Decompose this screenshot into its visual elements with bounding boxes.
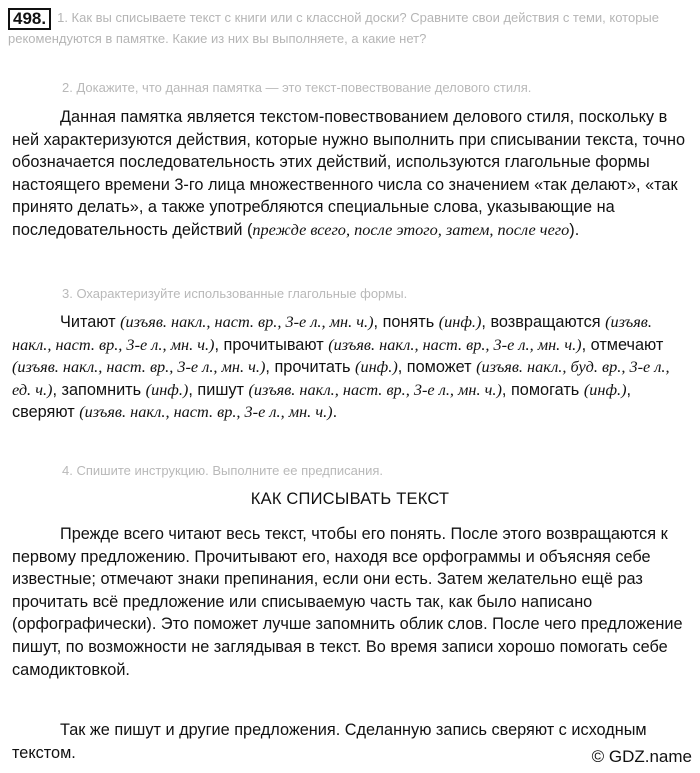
verb-forms-list — [12, 313, 670, 421]
instruction-paragraph-2-text: Так же пишут и другие предложения. Сделанную запись сверяют с исходным текстом. — [12, 721, 647, 762]
instruction-title: КАК СПИСЫВАТЬ ТЕКСТ — [250, 490, 450, 508]
task-question-2: 2. Докажите, что данная памятка — это текст-повествование делового стиля. — [62, 80, 532, 95]
verb-form-note: (изъяв. накл., наст. вр., 3-е л., мн. ч.) — [328, 334, 582, 354]
verb-form: Читают — [60, 313, 121, 331]
verb-form-note: (изъяв. накл., буд. вр., 3-е л., ед. ч.) — [12, 357, 670, 399]
verb-form: , понять — [373, 313, 439, 331]
task-question-1 — [8, 8, 686, 47]
verb-form-note: (инф.) — [145, 379, 189, 399]
verb-form: , отмечают — [581, 335, 664, 354]
task-question-3: 3. Охарактеризуйте использованные глагольные формы. — [62, 286, 408, 301]
verb-form-note: (изъяв. накл., наст. вр., 3-е л., мн. ч.) — [120, 312, 374, 331]
task-question-1-text: 1. Как вы списываете текст с книги или с классной доски? Сравните свои действия с теми, которые рекомендуются в памятке. Какие из них вы выполняете, а какие нет? — [8, 10, 660, 46]
task-question-4: 4. Спишите инструкцию. Выполните ее предписания. — [62, 463, 384, 478]
verb-form: , поможет — [397, 358, 477, 377]
verb-form: , прочитать — [265, 358, 356, 377]
verb-form: , прочитывают — [214, 335, 329, 354]
task-number: 498. — [8, 8, 51, 30]
instruction-paragraph-2 — [12, 719, 692, 764]
verb-form: , помогать — [501, 380, 584, 399]
verb-form-note: (изъяв. накл., наст. вр., 3-е л., мн. ч.) — [12, 312, 652, 354]
verb-form: , пишут — [188, 380, 249, 399]
verb-form-note: (изъяв. накл., наст. вр., 3-е л., мн. ч.) — [248, 379, 502, 399]
watermark: © GDZ.name — [591, 747, 692, 766]
verb-form-note: (инф.) — [355, 357, 398, 377]
verb-form-note: (изъяв. накл., наст. вр., 3-е л., мн. ч.) — [12, 357, 266, 377]
verb-form: , возвращаются — [481, 313, 606, 331]
answer-2-examples: прежде всего, после этого, затем, после чего — [252, 219, 570, 239]
verb-form-note: (инф.) — [438, 312, 482, 331]
answer-paragraph-2 — [12, 106, 692, 242]
answer-2-end: ). — [569, 220, 580, 239]
verb-form-note: (инф.) — [583, 379, 627, 399]
verb-form: , запомнить — [52, 380, 146, 399]
instruction-paragraph-1-text: Прежде всего читают весь текст, чтобы его понять. После этого возвращаются к первому предложению. Прочитывают его, находя все орфограммы и объясняя себе известные; отмечают знаки препинания, если они есть. Затем желательно ещё раз прочитать всё предложение или списываемую часть так, как было написано (орфографически). Это поможет лучше запомнить облик слов. После чего предложение пишут, по возможности не заглядывая в текст. Во время записи хорошо помогать себе самодиктовкой. — [12, 525, 683, 679]
verb-form-note: (изъяв. накл., наст. вр., 3-е л., мн. ч.) — [79, 402, 333, 422]
instruction-paragraph-1 — [12, 523, 692, 681]
answer-paragraph-3 — [12, 311, 692, 424]
answer-2-text: Данная памятка является текстом-повествованием делового стиля, поскольку в ней характеризуются действия, которые нужно выполнить при списывании текста, точно обозначается последовательность этих действий, используются глагольные формы настоящего времени 3-го лица множественного числа со значением «так делают», «так принято делать», а также употребляются специальные слова, указывающие на последовательность действий ( — [12, 108, 686, 239]
verb-form: , сверяют — [12, 380, 632, 422]
verb-form: . — [332, 403, 338, 422]
